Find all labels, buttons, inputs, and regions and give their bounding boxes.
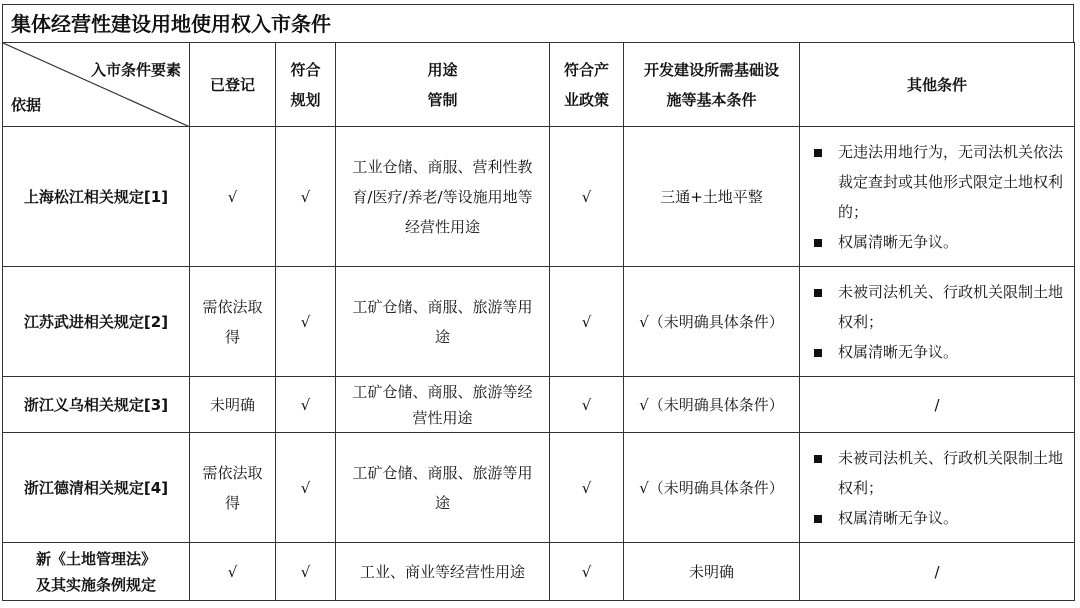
col-header-infra: 开发建设所需基础设 施等基本条件 — [624, 43, 800, 127]
diagonal-header-cell — [3, 43, 190, 127]
col-header-other: 其他条件 — [800, 43, 1075, 127]
diag-header-bottom: 依据 — [11, 96, 42, 114]
use-cell: 工矿仓储、商服、旅游等用 途 — [336, 433, 550, 543]
infra-cell: √（未明确具体条件） — [624, 267, 800, 377]
other-cell — [800, 267, 1075, 377]
diagonal-line — [3, 43, 190, 127]
other-cell: / — [800, 543, 1075, 601]
diag-header-top: 入市条件要素 — [90, 61, 181, 79]
col-header-use: 用途 管制 — [336, 43, 550, 127]
square-bullet-icon — [814, 239, 822, 247]
col-header-policy: 符合产 业政策 — [550, 43, 624, 127]
condition-list — [808, 137, 1068, 257]
basis-cell: 新《土地管理法》 及其实施条例规定 — [3, 543, 190, 601]
condition-list — [808, 443, 1068, 533]
condition-list — [808, 277, 1068, 367]
infra-cell: 未明确 — [624, 543, 800, 601]
registered-cell: 需依法取 得 — [190, 433, 276, 543]
list-item: 权属清晰无争议。 — [808, 337, 1068, 367]
planning-cell: √ — [276, 127, 336, 267]
list-item: 未被司法机关、行政机关限制土地权利； — [808, 277, 1068, 337]
planning-cell: √ — [276, 377, 336, 433]
square-bullet-icon — [814, 455, 822, 463]
list-item: 权属清晰无争议。 — [808, 227, 1068, 257]
table-row — [3, 543, 1075, 601]
table-row — [3, 377, 1075, 433]
basis-cell: 江苏武进相关规定[2] — [3, 267, 190, 377]
square-bullet-icon — [814, 289, 822, 297]
table-row — [3, 433, 1075, 543]
table-row — [3, 127, 1075, 267]
planning-cell: √ — [276, 267, 336, 377]
col-header-planning: 符合 规划 — [276, 43, 336, 127]
registered-cell: 需依法取 得 — [190, 267, 276, 377]
other-cell — [800, 127, 1075, 267]
registered-cell: √ — [190, 127, 276, 267]
basis-cell: 浙江义乌相关规定[3] — [3, 377, 190, 433]
policy-cell: √ — [550, 433, 624, 543]
square-bullet-icon — [814, 149, 822, 157]
header-row — [3, 43, 1075, 127]
registered-cell: √ — [190, 543, 276, 601]
list-item: 无违法用地行为，无司法机关依法裁定查封或其他形式限定土地权利的； — [808, 137, 1068, 227]
col-header-registered: 已登记 — [190, 43, 276, 127]
list-item: 权属清晰无争议。 — [808, 503, 1068, 533]
infra-cell: √（未明确具体条件） — [624, 377, 800, 433]
table-row — [3, 267, 1075, 377]
list-item: 未被司法机关、行政机关限制土地权利； — [808, 443, 1068, 503]
other-cell — [800, 433, 1075, 543]
square-bullet-icon — [814, 515, 822, 523]
square-bullet-icon — [814, 349, 822, 357]
use-cell: 工业、商业等经营性用途 — [336, 543, 550, 601]
table-title: 集体经营性建设用地使用权入市条件 — [2, 4, 1074, 42]
policy-cell: √ — [550, 267, 624, 377]
basis-cell: 上海松江相关规定[1] — [3, 127, 190, 267]
infra-cell: √（未明确具体条件） — [624, 433, 800, 543]
registered-cell: 未明确 — [190, 377, 276, 433]
use-cell: 工业仓储、商服、营利性教 育/医疗/养老/等设施用地等 经营性用途 — [336, 127, 550, 267]
policy-cell: √ — [550, 127, 624, 267]
use-cell: 工矿仓储、商服、旅游等经 营性用途 — [336, 377, 550, 433]
use-cell: 工矿仓储、商服、旅游等用 途 — [336, 267, 550, 377]
planning-cell: √ — [276, 433, 336, 543]
policy-cell: √ — [550, 543, 624, 601]
other-cell: / — [800, 377, 1075, 433]
basis-cell: 浙江德清相关规定[4] — [3, 433, 190, 543]
conditions-table — [2, 42, 1075, 601]
planning-cell: √ — [276, 543, 336, 601]
policy-cell: √ — [550, 377, 624, 433]
infra-cell: 三通+土地平整 — [624, 127, 800, 267]
